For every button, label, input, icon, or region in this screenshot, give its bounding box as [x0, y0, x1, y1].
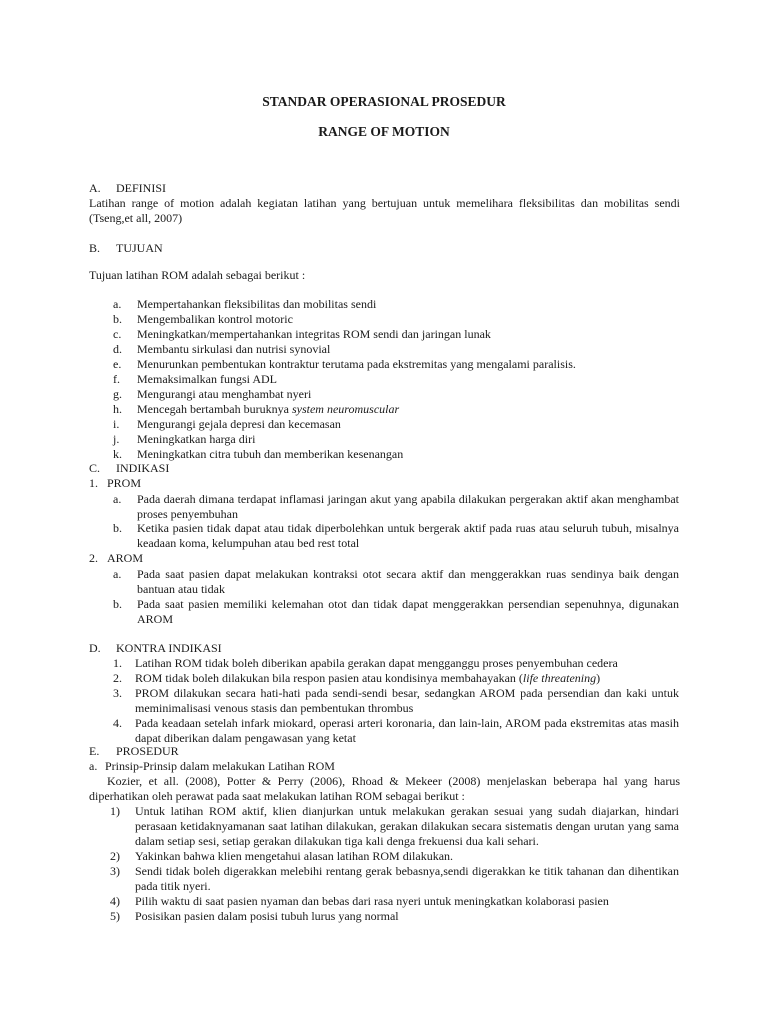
list-item	[113, 567, 679, 597]
section-heading-tujuan	[89, 241, 163, 256]
list-marker: e.	[113, 357, 122, 371]
list-text	[135, 671, 600, 686]
list-marker: d.	[113, 342, 122, 356]
list-marker: 3.	[113, 686, 122, 700]
list-item	[110, 804, 679, 849]
list-marker: 1.	[89, 476, 98, 490]
list-marker: b.	[113, 312, 122, 326]
list-text: Mempertahankan fleksibilitas dan mobilitas sendi	[137, 297, 377, 311]
section-marker: B.	[89, 241, 101, 255]
section-heading-indikasi	[89, 461, 169, 476]
section-heading-definisi	[89, 181, 166, 196]
list-text	[137, 402, 399, 417]
list-text-plain: Mencegah bertambah buruknya	[137, 402, 292, 416]
list-text: Pada keadaan setelah infark miokard, operasi arteri koronaria, dan lain-lain, AROM pada ekstremitas atas masih dapat diberikan dalam pengawasan yang ketat	[135, 716, 679, 745]
list-marker: 4)	[110, 894, 120, 908]
list-marker: a.	[89, 759, 98, 773]
list-marker: 2)	[110, 849, 120, 863]
section-heading-kontra-indikasi	[89, 641, 222, 656]
list-marker: b.	[113, 597, 122, 611]
list-marker: 1.	[113, 656, 122, 670]
list-marker: c.	[113, 327, 122, 341]
list-marker: a.	[113, 297, 122, 311]
document-title: STANDAR OPERASIONAL PROSEDUR	[262, 94, 506, 109]
list-text: Sendi tidak boleh digerakkan melebihi rentang gerak bebasnya,sendi digerakkan ke titik tahanan dan dihentikan pada titik nyeri.	[135, 864, 679, 893]
list-text: Yakinkan bahwa klien mengetahui alasan latihan ROM dilakukan.	[135, 849, 454, 863]
list-text: Mengembalikan kontrol motoric	[137, 312, 293, 326]
list-text-plain: )	[596, 671, 601, 685]
list-marker: 2.	[89, 551, 98, 565]
list-marker: 1)	[110, 804, 120, 818]
list-text: Pada daerah dimana terdapat inflamasi jaringan akut yang apabila dilakukan pergerakan aktif akan menghambat proses penyembuhan	[137, 492, 679, 521]
list-marker: a.	[113, 567, 122, 581]
list-item	[113, 716, 679, 746]
list-text: Prinsip-Prinsip dalam melakukan Latihan ROM	[105, 759, 335, 773]
section-title: KONTRA INDIKASI	[116, 641, 222, 655]
list-text: Mengurangi atau menghambat nyeri	[137, 387, 312, 401]
list-text: Ketika pasien tidak dapat atau tidak diperbolehkan untuk bergerak aktif pada ruas atau seluruh tubuh, misalnya keadaan koma, kelumpuhan atau bed rest total	[137, 521, 679, 550]
list-text: Meningkatkan citra tubuh dan memberikan kesenangan	[137, 447, 404, 461]
list-text: Pada saat pasien dapat melakukan kontraksi otot secara aktif dan menggerakkan ruas sendinya baik dengan bantuan atau tidak	[137, 567, 679, 596]
list-marker: 5)	[110, 909, 120, 923]
list-text-italic: system neuromuscular	[291, 402, 400, 416]
section-marker: D.	[89, 641, 101, 655]
list-text: Pada saat pasien memiliki kelemahan otot dan tidak dapat menggerakkan persendian sepenuhnya, digunakan AROM	[137, 597, 679, 626]
list-item	[113, 686, 679, 716]
section-title: TUJUAN	[116, 241, 163, 255]
list-text-plain: ROM tidak boleh dilakukan bila respon pasien atau kondisinya membahayakan (	[135, 671, 523, 685]
list-item	[110, 864, 679, 894]
section-heading-prosedur	[89, 744, 179, 759]
list-text-italic: life threatening	[522, 671, 597, 685]
list-marker: i.	[113, 417, 120, 431]
list-marker: f.	[113, 372, 120, 386]
list-text: PROM	[107, 476, 142, 490]
list-marker: g.	[113, 387, 122, 401]
list-text: Meningkatkan harga diri	[137, 432, 256, 446]
list-marker: j.	[113, 432, 120, 446]
list-text: Menurunkan pembentukan kontraktur terutama pada ekstremitas yang mengalami paralisis.	[137, 357, 576, 371]
section-marker: A.	[89, 181, 101, 195]
list-marker: b.	[113, 521, 122, 535]
list-text: Untuk latihan ROM aktif, klien dianjurkan untuk melakukan gerakan sesuai yang sudah diajarkan, hindari perasaan ketidaknyamanan saat latihan dilakukan, gerakan dilakukan secara sistematis dengan urutan yang sama dalam setiap sesi, setiap gerakan dilakukan tiga kali denga frekuensi dua kali sehari.	[135, 804, 679, 848]
list-marker: 3)	[110, 864, 120, 878]
list-marker: 2.	[113, 671, 122, 685]
list-text: Meningkatkan/mempertahankan integritas ROM sendi dan jaringan lunak	[137, 327, 491, 341]
section-marker: C.	[89, 461, 101, 475]
list-text: Pilih waktu di saat pasien nyaman dan bebas dari rasa nyeri untuk meningkatkan kolaborasi pasien	[135, 894, 609, 908]
tujuan-intro: Tujuan latihan ROM adalah sebagai berikut :	[89, 268, 306, 282]
section-title: PROSEDUR	[116, 744, 179, 758]
list-text: Membantu sirkulasi dan nutrisi synovial	[137, 342, 331, 356]
list-marker: a.	[113, 492, 122, 506]
list-item	[113, 597, 679, 627]
list-marker: k.	[113, 447, 122, 461]
list-text: PROM dilakukan secara hati-hati pada sendi-sendi besar, sedangkan AROM pada persendian dan kaki untuk meminimalisasi venous stasis dan pembentukan thrombus	[135, 686, 679, 715]
list-text: AROM	[107, 551, 144, 565]
document-subtitle: RANGE OF MOTION	[318, 124, 450, 139]
list-item	[113, 492, 679, 522]
section-marker: E.	[89, 744, 100, 758]
list-text: Latihan ROM tidak boleh diberikan apabila gerakan dapat mengganggu proses penyembuhan cedera	[135, 656, 618, 670]
prosedur-intro: Kozier, et all. (2008), Potter & Perry (2006), Rhoad & Mekeer (2008) menjelaskan beberapa hal yang harus diperhatikan oleh perawat pada saat melakukan latihan ROM sebagai berikut :	[89, 774, 680, 803]
list-text: Mengurangi gejala depresi dan kecemasan	[137, 417, 341, 431]
list-marker: h.	[113, 402, 122, 416]
list-marker: 4.	[113, 716, 122, 730]
section-title: DEFINISI	[116, 181, 166, 195]
section-title: INDIKASI	[116, 461, 170, 475]
definisi-paragraph: Latihan range of motion adalah kegiatan latihan yang bertujuan untuk memelihara fleksibilitas dan mobilitas sendi (Tseng,et all, 2007)	[89, 196, 680, 225]
list-text: Posisikan pasien dalam posisi tubuh lurus yang normal	[135, 909, 399, 923]
list-item	[113, 521, 679, 551]
list-text: Memaksimalkan fungsi ADL	[137, 372, 277, 386]
